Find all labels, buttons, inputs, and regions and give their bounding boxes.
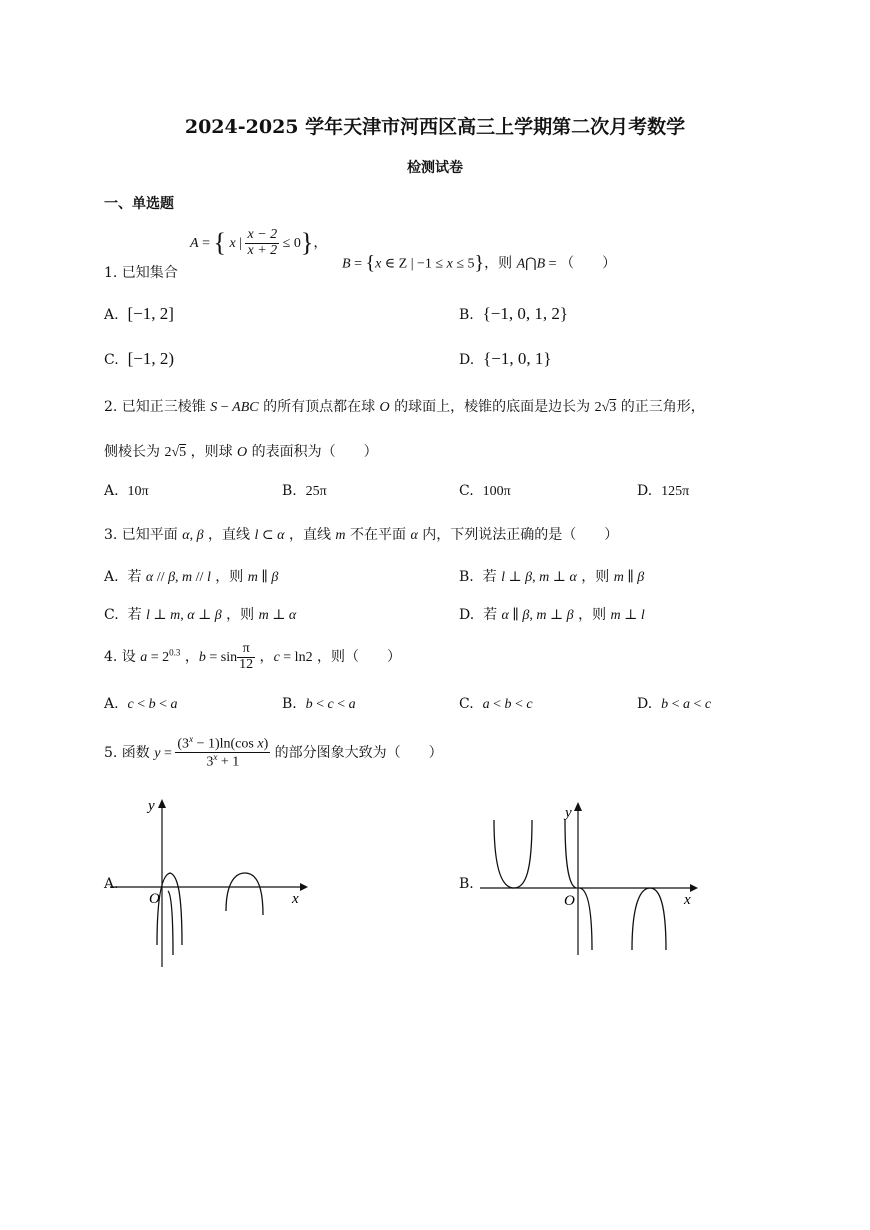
q4-option-d: D. b < a < c <box>637 696 712 712</box>
q1-set-a: A = { x | $\frac{x - 2}{x + 2}$ ≤ 0}， <box>190 227 328 258</box>
q2-option-c: C. 100π <box>459 483 511 499</box>
q3-option-a: A. 若 α // β, m // l ，则 m ∥ β <box>104 569 279 585</box>
q2-line2: 侧棱长为 2√5 ，则球 O 的表面积为（ ） <box>104 444 378 460</box>
graph-b-curve-right-hump <box>632 888 666 950</box>
graph-a-curve-left-arm <box>168 891 173 955</box>
q1-option-b: B. {−1, 0, 1, 2} <box>459 304 569 323</box>
graph-a-origin: O <box>149 891 160 907</box>
q1-set-b: B = {x ∈ Z | −1 ≤ x ≤ 5}，则 A⋂B = （ ） <box>342 252 617 274</box>
graph-a-x-label: x <box>292 891 299 907</box>
section-heading: 一、单选题 <box>104 196 174 212</box>
q2-option-d: D. 125π <box>637 483 690 499</box>
q2-option-a: A. 10π <box>104 483 149 499</box>
q4-stem: 4. 设 $a = 2^{0.3}$ ，b = sin $\frac{\pi}{12}$ ，c = ln2 ，则（ ） <box>104 641 402 672</box>
q3-option-d: D. 若 α ∥ β, m ⊥ β ，则 m ⊥ l <box>459 607 645 623</box>
q3-option-c: C. 若 l ⊥ m, α ⊥ β ，则 m ⊥ α <box>104 607 297 623</box>
q4-option-b: B. b < c < a <box>282 696 356 712</box>
q1-number: 1. 已知集合 <box>104 265 178 281</box>
q3-option-b: B. 若 l ⊥ β, m ⊥ α ，则 m ∥ β <box>459 569 645 585</box>
graph-a-curve-center <box>157 873 182 945</box>
graph-b-curve-center-down <box>580 888 592 950</box>
q1-option-d: D. {−1, 0, 1} <box>459 349 552 368</box>
q1-option-c: C. [−1, 2) <box>104 349 174 368</box>
graph-b-y-label: y <box>565 805 572 821</box>
page-subtitle: 检测试卷 <box>407 160 463 176</box>
q1-option-a: A. [−1, 2] <box>104 304 174 323</box>
q5-stem: 5. 函数 y = $\frac{(3^x - 1)\ln(\cos x)}{3^x + 1}$ 的部分图象大致为（ ） <box>104 734 443 770</box>
q5-graph-a <box>110 795 320 970</box>
q3-stem: 3. 已知平面 α, β ，直线 l ⊂ α ，直线 m 不在平面 α 内，下列说法正确的是（ ） <box>104 527 619 543</box>
page-title: 2024-2025 学年天津市河西区高三上学期第二次月考数学 <box>184 116 686 138</box>
q5-graph-a-label: A. <box>104 876 119 892</box>
graph-a-y-label: y <box>148 798 155 814</box>
q2-option-b: B. 25π <box>282 483 327 499</box>
graph-b-origin: O <box>564 893 575 909</box>
q2-line1: 2. 已知正三棱锥 S − ABC 的所有顶点都在球 O 的球面上，棱锥的底面是边长为 2√3 的正三角形， <box>104 399 705 415</box>
graph-b-x-label: x <box>684 892 691 908</box>
q4-option-c: C. a < b < c <box>459 696 533 712</box>
graph-a-curve-right-hump <box>226 873 263 915</box>
graph-b-curve-center-up <box>565 820 576 888</box>
graph-b-curve-left-u <box>494 820 532 888</box>
q5-graph-b <box>480 800 710 960</box>
q5-graph-b-label: B. <box>459 876 474 892</box>
q4-option-a: A. c < b < a <box>104 696 178 712</box>
